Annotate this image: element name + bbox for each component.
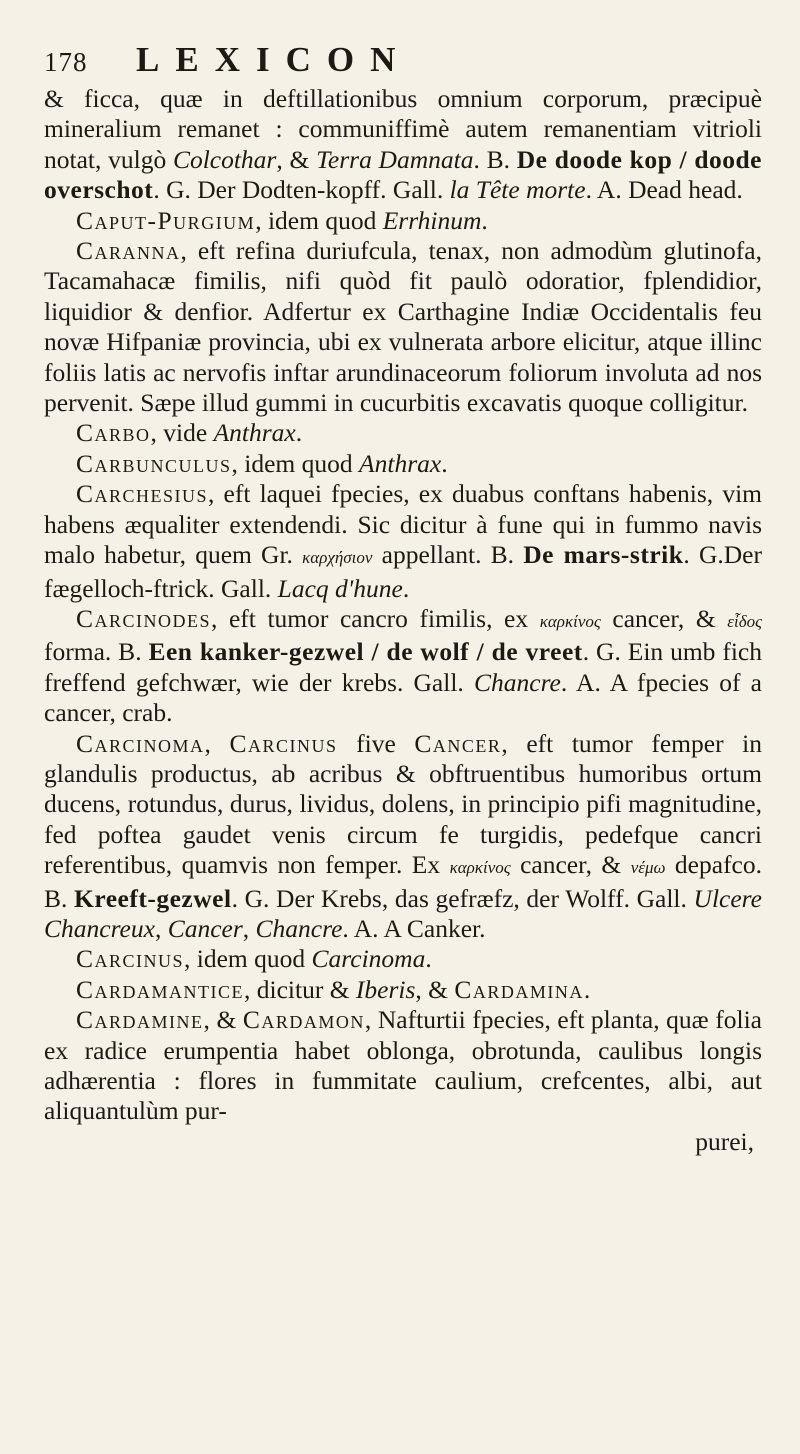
greek-term: εἶδος: [727, 611, 762, 631]
italic-term: Chancre: [255, 913, 343, 943]
headword: Cancer: [414, 728, 502, 758]
greek-term: νέμω: [630, 858, 666, 878]
entry-carcinoma: Carcinoma, Carcinus five Cancer, eft tumor femper in glandulis productus, ab acribus & obftruentibus humoribus ortum ducens, rotundus, durus, lividus, dolens, in principio pifi magnitudine, fed poftea gaudet venis circum fe turgidis, pedefque cancri referentibus, quamvis non femper. Ex καρκίνος cancer, & νέμω depafco. B. Kreeft-gezwel. G. Der Krebs, das gefræfz, der Wolff. Gall. Ulcere Chancreux, Cancer, Chancre. A. A Canker.: [44, 728, 763, 943]
headword: Cardamina: [454, 974, 584, 1004]
italic-term: Chancre: [474, 667, 561, 697]
entry-carbunculus: Carbunculus, idem quod Anthrax.: [76, 448, 448, 478]
headword: Caranna: [76, 236, 181, 266]
entry-cardamine: Cardamine, & Cardamon, Nafturtii fpecies, eft planta, quæ folia ex radice erumpentia habet oblonga, obrotunda, caulibus longis adhærentia : flores in fummitate caulium, crefcentes, albi, aut aliquantulùm pur-: [44, 1005, 762, 1126]
entry-cardamantice: Cardamantice, dicitur & Iberis, & Cardamina.: [76, 974, 591, 1004]
entry-caput-purgium: Caput-Purgium, idem quod Errhinum.: [76, 205, 488, 235]
italic-term: Cancer: [167, 913, 243, 943]
italic-term: la Tête morte: [449, 175, 586, 205]
dictionary-text: [44, 84, 762, 1157]
greek-term: καρχήσιον: [302, 548, 373, 568]
headword: Carchesius: [76, 479, 209, 509]
dutch-term: De doode kop / doode overschot: [44, 144, 763, 205]
dutch-term: Kreeft-gezwel: [74, 883, 232, 913]
italic-term: Anthrax: [213, 418, 296, 448]
headword: Carbo: [76, 418, 151, 448]
italic-term: Carcinoma: [311, 944, 426, 974]
entry-caranna: Caranna, eft refina duriufcula, tenax, non admodùm glutinofa, Tacamahacæ fimilis, nifi quòd fit paulò odoratior, fplendidior, liquidior & denfior. Adfertur ex Carthagine Indiæ Occidentalis feu novæ Hifpaniæ provincia, ubi ex vulnerata arbore elicitur, atque illinc foliis latis ac nervofis inftar arundinaceorum foliorum involuta ad nos pervenit. Sæpe illud gummi in cucurbitis excavatis quoque colligitur.: [44, 236, 762, 418]
italic-term: Errhinum: [382, 205, 482, 235]
italic-term: Ulcere Chancreux: [44, 883, 762, 943]
entry-carbo: Carbo, vide Anthrax.: [76, 418, 303, 448]
page-number: 178: [44, 47, 88, 77]
italic-term: Colcothar: [172, 144, 277, 174]
page-header: [44, 40, 762, 84]
headword: Carcinus: [229, 728, 338, 758]
headword: Cardamantice: [76, 974, 245, 1004]
italic-term: Terra Damnata: [316, 144, 474, 174]
entry-carcinus: Carcinus, idem quod Carcinoma.: [76, 944, 432, 974]
headword: Cardamon: [242, 1005, 365, 1035]
dutch-term: Een kanker-gezwel / de wolf / de vreet: [148, 637, 583, 667]
entry-carchesius: Carchesius, eft laquei fpecies, ex duabus conftans habenis, vim habens æqualiter extendendi. Sic dicitur à fune qui in fummo navis malo habetur, quem Gr. καρχήσιον appellant. B. De mars-strik. G.Der fægelloch-ftrick. Gall. Lacq d'hune.: [44, 479, 762, 603]
headword: Carcinoma: [76, 728, 205, 758]
italic-term: Lacq d'hune: [277, 573, 403, 603]
catchword: purei,: [695, 1126, 754, 1156]
entry-carcinodes: Carcinodes, eft tumor cancro fimilis, ex καρκίνος cancer, & εἶδος forma. B. Een kanker-gezwel / de wolf / de vreet. G. Ein umb fich freffend gefchwær, wie der krebs. Gall. Chancre. A. A fpecies of a cancer, crab.: [44, 603, 762, 728]
greek-term: καρκίνος: [539, 611, 601, 631]
italic-term: Iberis: [355, 974, 416, 1004]
headword: Carcinodes: [76, 603, 212, 633]
entry-caput-mortuum-continued: & ficca, quæ in deftillationibus omnium corporum, præcipuè mineralium remanet : communiffimè autem remanentiam vitrioli notat, vulgò Colcothar, & Terra Damnata. B. De doode kop / doode overschot. G. Der Dodten-kopff. Gall. la Tête morte. A. Dead head.: [44, 84, 763, 205]
headword: Cardamine: [76, 1005, 204, 1035]
dutch-term: De mars-strik: [523, 540, 684, 570]
headword: Carbunculus: [76, 448, 232, 478]
headword: Carcinus: [76, 944, 185, 974]
italic-term: Anthrax: [359, 448, 442, 478]
headword: Caput-Purgium: [76, 205, 256, 235]
greek-term: καρκίνος: [449, 858, 511, 878]
running-head: LEXICON: [136, 40, 412, 79]
